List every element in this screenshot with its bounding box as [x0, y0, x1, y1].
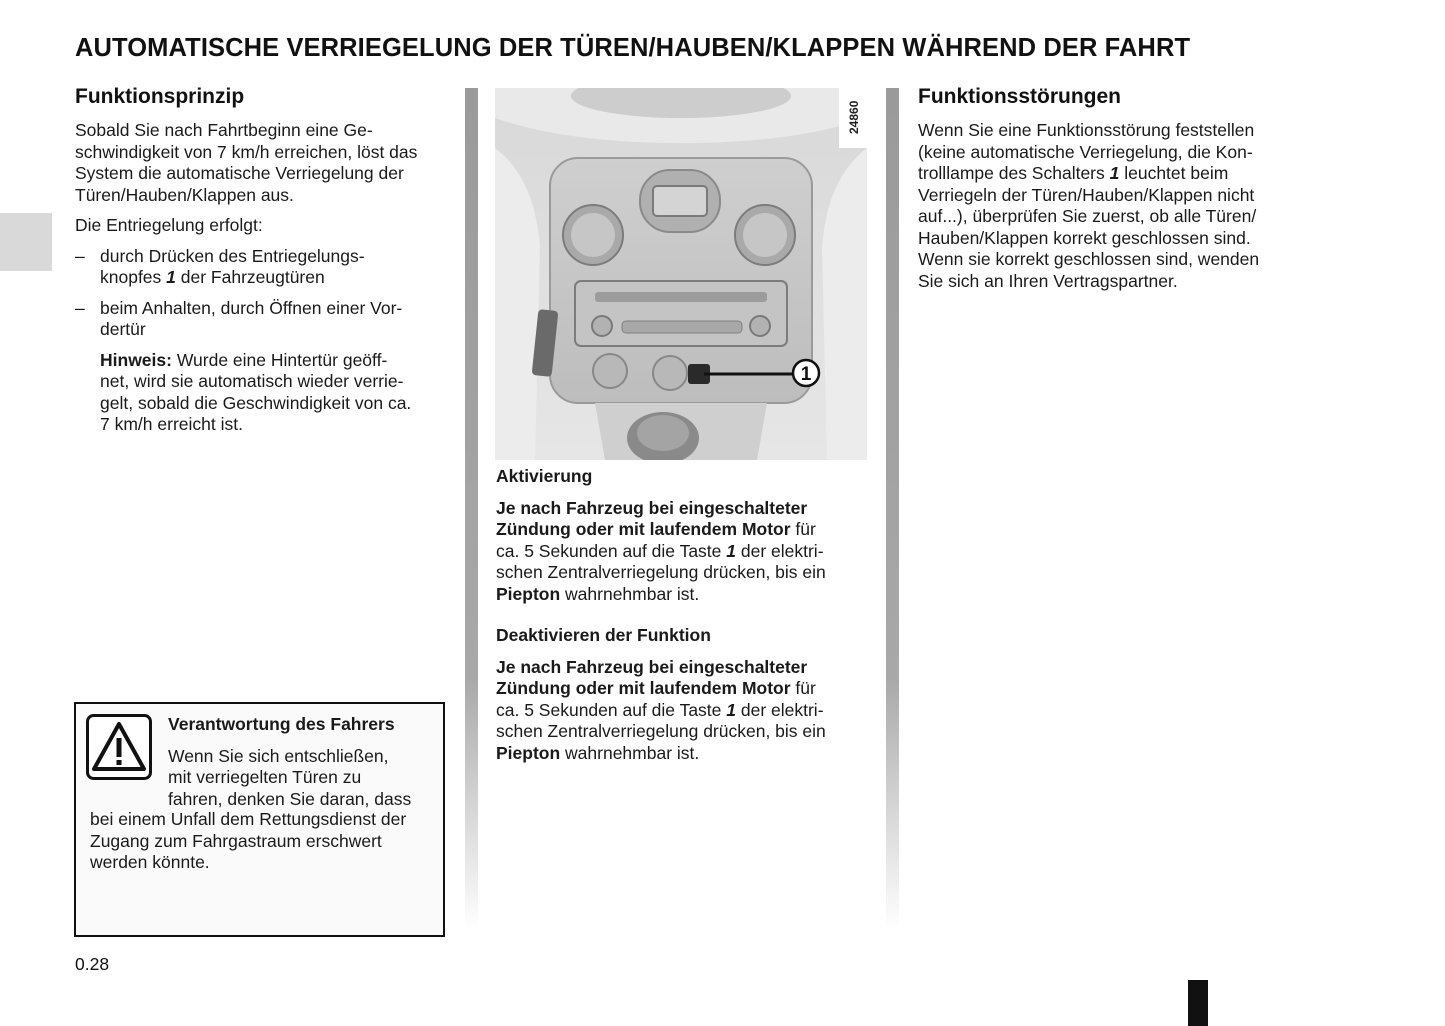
malfunction-line: Wenn sie korrekt geschlossen sind, wenden [918, 249, 1260, 269]
intro-line: Türen/Hauben/Klappen aus. [75, 184, 294, 205]
warning-header [168, 714, 430, 810]
section-heading-principle: Funktionsprinzip [75, 85, 245, 108]
activation-heading: Aktivierung [496, 466, 593, 486]
dash: – [75, 297, 85, 318]
activation-text: Piepton [496, 583, 561, 604]
warning-body [90, 809, 430, 874]
note-text: Wurde eine Hintertür geöff- [171, 349, 388, 370]
dash: – [75, 245, 85, 266]
callout-number: 1 [800, 364, 812, 385]
deactivation-text: für [790, 678, 816, 698]
deactivation-text: der elektri- [736, 699, 824, 720]
deactivation-text: Zündung oder mit laufendem Motor [496, 678, 791, 698]
deactivation-text: wahrnehmbar ist. [560, 742, 700, 763]
malfunction-line: auf...), überprüfen Sie zuerst, ob alle Türen/ [918, 206, 1257, 226]
page-number: 0.28 [75, 954, 110, 974]
activation-text: Zündung oder mit laufendem Motor [496, 519, 791, 539]
activation-text: wahrnehmbar ist. [560, 583, 700, 604]
list-item-text: dertür [100, 319, 146, 339]
intro-line: Sobald Sie nach Fahrtbeginn eine Ge- [75, 120, 373, 140]
malfunction-text [918, 120, 1288, 292]
principle-text [75, 120, 445, 436]
note-label: Hinweis: [100, 349, 172, 370]
activation-text: Je nach Fahrzeug bei eingeschalteter [496, 497, 808, 518]
column-divider [465, 88, 478, 930]
warning-text: bei einem Unfall dem Rettungsdienst der [90, 809, 407, 829]
center-console-illustration [495, 88, 867, 460]
intro-line: schwindigkeit von 7 km/h erreichen, löst das [75, 141, 418, 162]
list-item-text: durch Drücken des Entriegelungs- [100, 245, 365, 266]
note-text: gelt, sobald die Geschwindigkeit von ca. [100, 392, 412, 413]
dashboard-photo [495, 88, 867, 460]
activation-text: für [790, 519, 816, 539]
warning-text: mit verriegelten Türen zu [168, 767, 362, 787]
list-item-text: knopfes [100, 267, 167, 287]
list-item-text: der Fahrzeugtüren [175, 267, 325, 287]
malfunction-line: Verriegeln der Türen/Hauben/Klappen nicht [918, 184, 1255, 205]
malfunction-line: (keine automatische Verriegelung, die Kon- [918, 141, 1253, 162]
warning-triangle-icon [86, 714, 152, 780]
deactivation-text: schen Zentralverriegelung drücken, bis ein [496, 721, 826, 741]
warning-text: Wenn Sie sich entschließen, [168, 745, 389, 766]
edge-marker [1188, 980, 1208, 1026]
malfunction-line: leuchtet beim [1119, 163, 1229, 183]
activation-text: ca. 5 Sekunden auf die Taste [496, 540, 727, 561]
unlock-intro: Die Entriegelung erfolgt: [75, 215, 263, 235]
reference-number: 1 [166, 267, 176, 287]
warning-text: fahren, denken Sie daran, dass [168, 788, 412, 809]
intro-line: System die automatische Verriegelung der [75, 163, 404, 183]
deactivation-text: Je nach Fahrzeug bei eingeschalteter [496, 656, 808, 677]
list-item [75, 246, 445, 289]
malfunction-line: trolllampe des Schalters [918, 163, 1110, 183]
section-heading-malfunctions: Funktionsstörungen [918, 85, 1121, 108]
note-text: 7 km/h erreicht ist. [100, 414, 243, 434]
deactivation-text: ca. 5 Sekunden auf die Taste [496, 699, 727, 720]
list-item [75, 298, 445, 341]
malfunction-line: Sie sich an Ihren Vertragspartner. [918, 270, 1178, 291]
activation-text: der elektri- [736, 540, 824, 561]
malfunction-line: Hauben/Klappen korrekt geschlossen sind. [918, 227, 1251, 248]
malfunction-line: Wenn Sie eine Funktionsstörung feststellen [918, 120, 1255, 140]
reference-number: 1 [726, 540, 736, 561]
note-text: net, wird sie automatisch wieder verrie- [100, 371, 404, 391]
warning-title: Verantwortung des Fahrers [168, 714, 395, 734]
activation-section [496, 466, 866, 764]
reference-number: 1 [1109, 163, 1120, 183]
deactivation-text: Piepton [496, 742, 561, 763]
activation-text: schen Zentralverriegelung drücken, bis ein [496, 562, 826, 582]
note [75, 350, 445, 436]
section-tab [0, 213, 52, 271]
page-title: AUTOMATISCHE VERRIEGELUNG DER TÜREN/HAUBEN/KLAPPEN WÄHREND DER FAHRT [75, 34, 1191, 62]
list-item-text: beim Anhalten, durch Öffnen einer Vor- [100, 297, 403, 318]
warning-text: Zugang zum Fahrgastraum erschwert [90, 830, 382, 851]
warning-text: werden könnte. [90, 852, 210, 872]
column-divider [886, 88, 899, 930]
reference-number: 1 [726, 699, 736, 720]
figure-ref-number: 24860 [847, 100, 861, 134]
deactivation-heading: Deaktivieren der Funktion [496, 625, 711, 645]
